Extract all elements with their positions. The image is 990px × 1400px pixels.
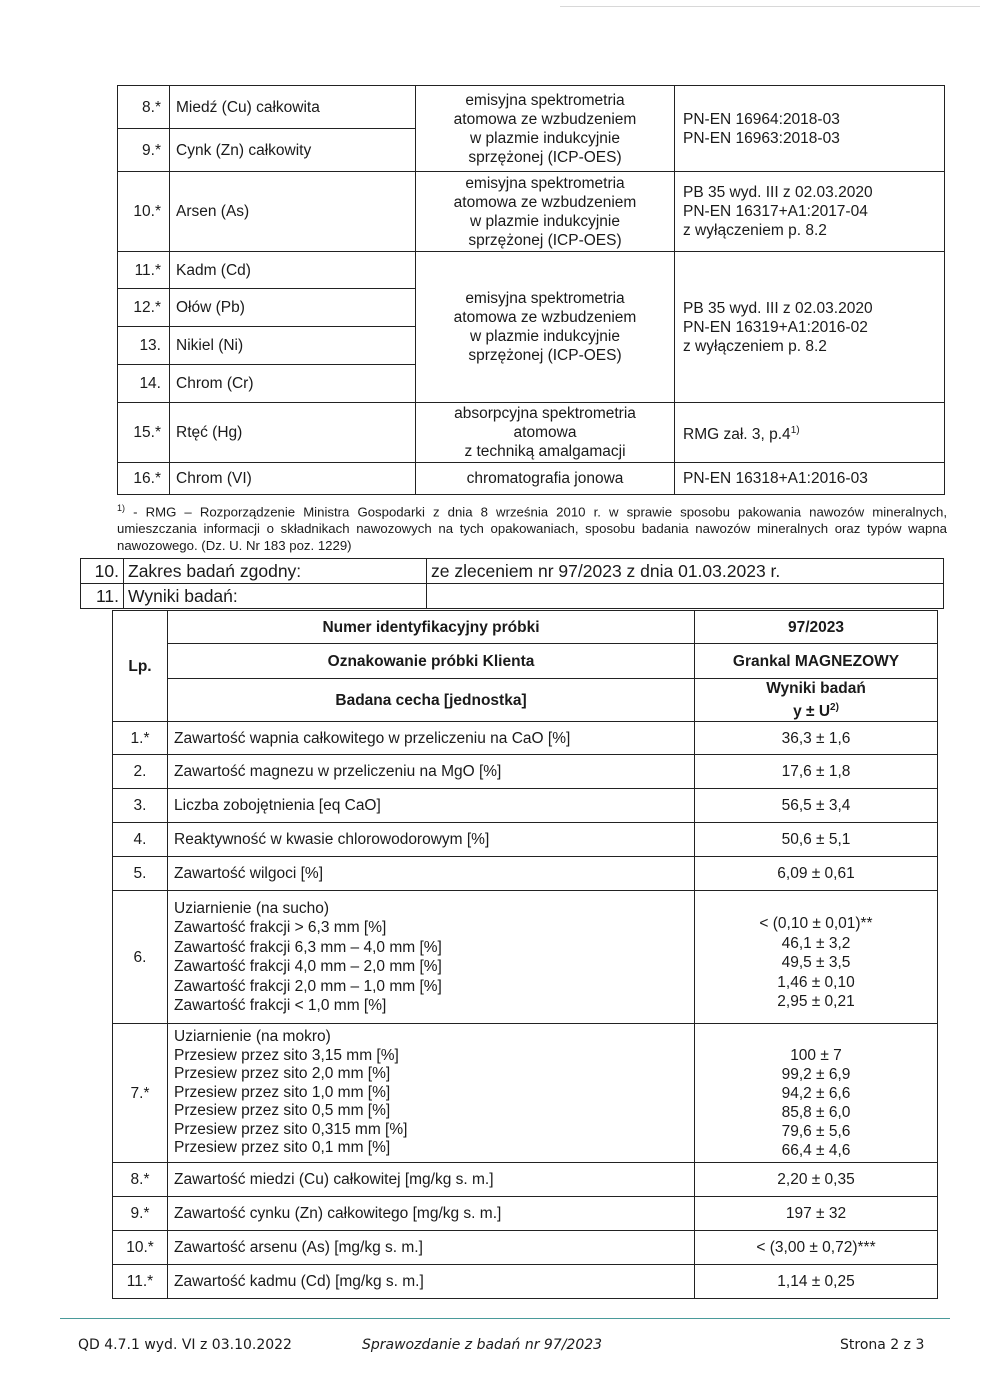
method-num: 11.* xyxy=(118,252,170,289)
method-num: 15.* xyxy=(118,403,170,463)
scope-label: Zakres badań zgodny: xyxy=(124,559,427,584)
methods-table xyxy=(117,85,945,495)
result-feature: Zawartość cynku (Zn) całkowitego [mg/kg s. m.] xyxy=(168,1197,695,1231)
result-feature-group: Uziarnienie (na mokro) Przesiew przez sito 3,15 mm [%] Przesiew przez sito 2,0 mm [%] Przesiew przez sito 1,0 mm [%] Przesiew przez sito 0,5 mm [%] Przesiew przez sito 0,315 mm [%] Przesiew przez sito 0,1 mm [%] xyxy=(168,1024,695,1163)
footer-form-code: QD 4.7.1 wyd. VI z 03.10.2022 xyxy=(78,1337,292,1353)
method-ic: chromatografia jonowa xyxy=(416,463,675,495)
results-table xyxy=(112,610,938,1299)
result-value: 1,14 ± 0,25 xyxy=(695,1265,938,1299)
result-value: 2,20 ± 0,35 xyxy=(695,1163,938,1197)
client-label: Oznakowanie próbki Klienta xyxy=(168,644,695,679)
scope-label: Wyniki badań: xyxy=(124,584,427,609)
result-lp: 2. xyxy=(113,755,168,789)
results-header: Wyniki badań $y \pm U^{2)}$ xyxy=(695,679,938,722)
method-num: 12.* xyxy=(118,289,170,327)
result-feature: Zawartość wilgoci [%] xyxy=(168,857,695,891)
result-value: 56,5 ± 3,4 xyxy=(695,789,938,823)
result-value-group: 100 ± 7 99,2 ± 6,9 94,2 ± 6,6 85,8 ± 6,0 79,6 ± 5,6 66,4 ± 4,6 xyxy=(695,1024,938,1163)
sample-id-label: Numer identyfikacyjny próbki xyxy=(168,611,695,644)
method-num: 14. xyxy=(118,365,170,403)
lp-header: Lp. xyxy=(113,611,168,722)
result-lp: 10.* xyxy=(113,1231,168,1265)
result-value-group: < (0,10 ± 0,01)** 46,1 ± 3,2 49,5 ± 3,5 1,46 ± 0,10 2,95 ± 0,21 xyxy=(695,891,938,1024)
result-feature: Zawartość arsenu (As) [mg/kg s. m.] xyxy=(168,1231,695,1265)
result-value: 50,6 ± 5,1 xyxy=(695,823,938,857)
method-name: Rtęć (Hg) xyxy=(170,403,416,463)
result-value: < (3,00 ± 0,72)*** xyxy=(695,1231,938,1265)
standard-a: PN-EN 16964:2018-03 PN-EN 16963:2018-03 xyxy=(675,86,945,172)
standard-b: PB 35 wyd. III z 02.03.2020 PN-EN 16317+A1:2017-04 z wyłączeniem p. 8.2 xyxy=(675,172,945,252)
result-feature: Zawartość kadmu (Cd) [mg/kg s. m.] xyxy=(168,1265,695,1299)
method-name: Ołów (Pb) xyxy=(170,289,416,327)
result-lp: 5. xyxy=(113,857,168,891)
result-lp: 9.* xyxy=(113,1197,168,1231)
method-name: Nikiel (Ni) xyxy=(170,327,416,365)
result-value: 17,6 ± 1,8 xyxy=(695,755,938,789)
result-lp: 7.* xyxy=(113,1024,168,1163)
scope-table xyxy=(80,558,944,609)
sample-id-value: 97/2023 xyxy=(695,611,938,644)
method-num: 8.* xyxy=(118,86,170,129)
method-icp-c: emisyjna spektrometria atomowa ze wzbudzeniem w plazmie indukcyjnie sprzężonej (ICP-OES) xyxy=(416,252,675,403)
footer-page-number: Strona 2 z 3 xyxy=(840,1337,925,1353)
method-icp-a: emisyjna spektrometria atomowa ze wzbudzeniem w plazmie indukcyjnie sprzężonej (ICP-OES) xyxy=(416,86,675,172)
result-lp: 6. xyxy=(113,891,168,1024)
method-name: Chrom (VI) xyxy=(170,463,416,495)
client-value: Grankal MAGNEZOWY xyxy=(695,644,938,679)
method-icp-b: emisyjna spektrometria atomowa ze wzbudzeniem w plazmie indukcyjnie sprzężonej (ICP-OES) xyxy=(416,172,675,252)
method-num: 10.* xyxy=(118,172,170,252)
result-value: 6,09 ± 0,61 xyxy=(695,857,938,891)
result-feature: Zawartość wapnia całkowitego w przeliczeniu na CaO [%] xyxy=(168,722,695,755)
result-feature: Zawartość magnezu w przeliczeniu na MgO [%] xyxy=(168,755,695,789)
method-aas: absorpcyjna spektrometria atomowa z techniką amalgamacji xyxy=(416,403,675,463)
result-lp: 3. xyxy=(113,789,168,823)
footer-report-title: Sprawozdanie z badań nr 97/2023 xyxy=(362,1337,603,1353)
method-num: 9.* xyxy=(118,129,170,172)
footer-rule xyxy=(60,1318,950,1319)
method-name: Cynk (Zn) całkowity xyxy=(170,129,416,172)
scope-num: 10. xyxy=(81,559,124,584)
result-lp: 1.* xyxy=(113,722,168,755)
result-lp: 11.* xyxy=(113,1265,168,1299)
method-name: Arsen (As) xyxy=(170,172,416,252)
footnote-rmg: $^{1)}$ - RMG – Rozporządzenie Ministra Gospodarki z dnia 8 września 2010 r. w sprawie sposobu pakowania nawozów mineralnych, umieszczania informacji o składnikach nawozowych na tych opakowaniach, sposobu badania nawozów mineralnych oraz typów wapna nawozowego. (Dz. U. Nr 183 poz. 1229) xyxy=(117,503,947,554)
result-value: 197 ± 32 xyxy=(695,1197,938,1231)
scope-value: ze zleceniem nr 97/2023 z dnia 01.03.2023 r. xyxy=(427,559,944,584)
result-value: 36,3 ± 1,6 xyxy=(695,722,938,755)
result-feature: Zawartość miedzi (Cu) całkowitej [mg/kg s. m.] xyxy=(168,1163,695,1197)
method-name: Miedź (Cu) całkowita xyxy=(170,86,416,129)
standard-hg: RMG zał. 3, p.4$^{1)}$ xyxy=(675,403,945,463)
standard-cr6: PN-EN 16318+A1:2016-03 xyxy=(675,463,945,495)
top-rule xyxy=(560,6,980,7)
result-lp: 8.* xyxy=(113,1163,168,1197)
method-num: 13. xyxy=(118,327,170,365)
result-feature-group: Uziarnienie (na sucho) Zawartość frakcji > 6,3 mm [%] Zawartość frakcji 6,3 mm – 4,0 mm [%] Zawartość frakcji 4,0 mm – 2,0 mm [%] Zawartość frakcji 2,0 mm – 1,0 mm [%] Zawartość frakcji < 1,0 mm [%] xyxy=(168,891,695,1024)
method-num: 16.* xyxy=(118,463,170,495)
result-feature: Reaktywność w kwasie chlorowodorowym [%] xyxy=(168,823,695,857)
result-feature: Liczba zobojętnienia [eq CaO] xyxy=(168,789,695,823)
result-lp: 4. xyxy=(113,823,168,857)
feature-header: Badana cecha [jednostka] xyxy=(168,679,695,722)
method-name: Kadm (Cd) xyxy=(170,252,416,289)
method-name: Chrom (Cr) xyxy=(170,365,416,403)
standard-c: PB 35 wyd. III z 02.03.2020 PN-EN 16319+A1:2016-02 z wyłączeniem p. 8.2 xyxy=(675,252,945,403)
scope-num: 11. xyxy=(81,584,124,609)
